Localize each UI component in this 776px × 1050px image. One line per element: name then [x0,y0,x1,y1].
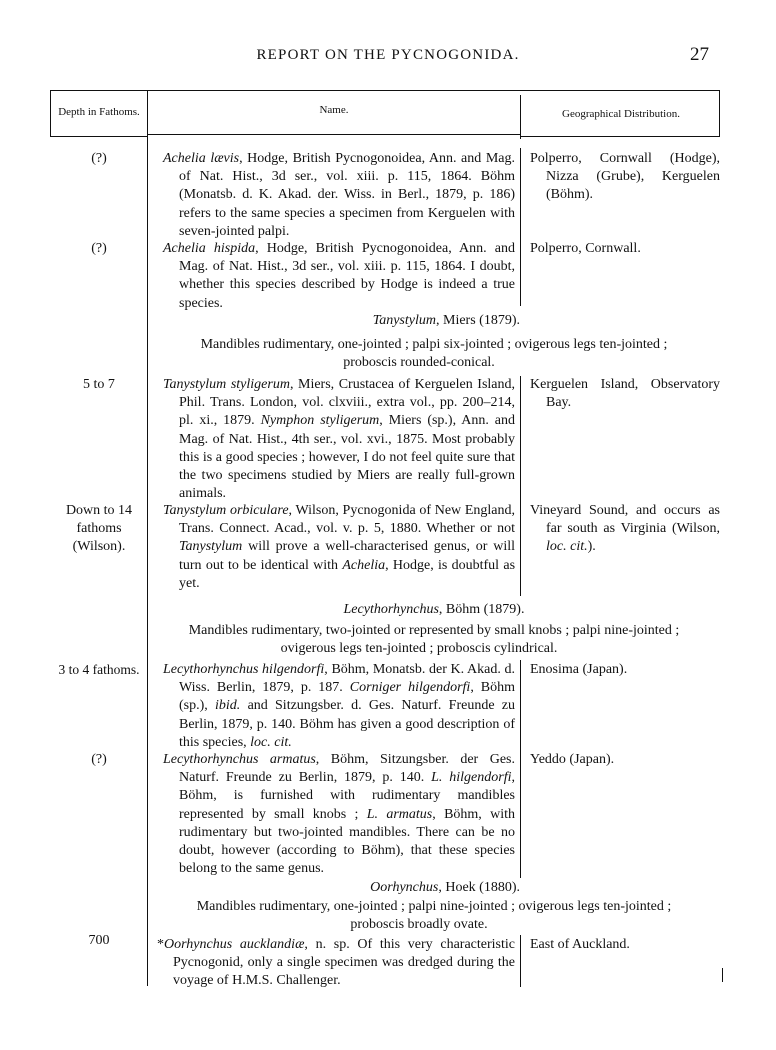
depth-line-1: Down to 14 [65,503,133,518]
genus-name: Oorhynchus [370,880,439,895]
column-header-depth: Depth in Fathoms. [58,106,140,118]
depth-tanystylum-styligerum: 5 to 7 [83,377,115,392]
divider-group-1 [520,148,521,306]
citation-text-2: , Böhm, is furnished with rudimentary mandibles represented by small knobs ; [179,770,515,822]
species-name: Tanystylum styligerum [163,377,290,392]
genus-author: , Böhm (1879). [438,602,525,617]
geo-text: Yeddo (Japan). [530,752,615,767]
new-species-star: * [157,937,164,952]
citation-text-2: , Miers (sp.), Ann. and Mag. of Nat. Hist., 4th ser., vol. xvi., 1875. Most probably this is a good species ; however, I do not feel quite sure that the two specimens studied by Miers are really full-grown animals. [179,413,516,502]
genus-title-lecythorhynchus [148,601,720,619]
depth-line-2: fathoms [76,521,122,536]
depth-achelia-laevis: (?) [91,151,107,166]
column-header-name: Name. [319,104,349,116]
header-under-rule-right [520,136,720,137]
depth-tanystylum-orbiculare [50,502,148,556]
species-name: Tanystylum orbiculare [163,503,289,518]
citation-text: , Hodge, British Pycnogonoidea, Ann. and Mag. of Nat. Hist., 3d ser., vol. xiii. p. 115, 1864. I doubt, whether this species described by Hodge is indeed a true species. [179,241,515,311]
geo-tanystylum-orbiculare [530,502,720,556]
citation-text: , Hodge, British Pycnogonoidea, Ann. and Mag. of Nat. Hist., 3d ser., vol. xiii. p. 115, 1864. Böhm (Monatsb. d. K. Akad. der. Wiss. in Berl., 1879, p. 186) refers to the same species a specimen from Kerguelen with seven-jointed palpi. [179,151,515,239]
citation-text-3: , Böhm, with rudimentary but two-jointed mandibles. There can be no doubt, however (according to Böhm), that these species belong to the same genus. [179,806,515,877]
geo-text: Kerguelen Island, Observatory Bay. [530,377,720,410]
geo-lecythorhynchus-armatus [530,751,720,769]
depth-oorhynchus-aucklandiae: 700 [88,933,110,948]
geo-text: Enosima (Japan). [530,662,628,677]
citation-text: , n. sp. Of this very characteristic Pycnogonid, only a single specimen was dredged during the voyage of H.M.S. Challenger. [173,937,515,989]
table-top-rule [50,90,720,91]
depth-lecythorhynchus-armatus: (?) [91,752,107,767]
diagnosis-line-1: Mandibles rudimentary, one-jointed ; palpi six-jointed ; ovigerous legs ten-jointed ; [200,337,668,352]
name-tanystylum-orbiculare [163,502,515,593]
loc-cit: loc. cit. [250,734,292,750]
page-edge-mark [722,968,723,982]
diagnosis-lecythorhynchus [148,622,720,658]
genus-name: Tanystylum [372,313,436,328]
depth-achelia-hispida: (?) [91,241,107,256]
name-tanystylum-styligerum [163,376,515,503]
genus-title-oorhynchus [148,879,520,897]
column-header-geo: Geographical Distribution. [562,108,680,120]
citation-text: , Wilson, Pycnogonida of New England, Trans. Connect. Acad., vol. v. p. 5, 1880. Whether or not [179,503,515,537]
geo-text: Polperro, Cornwall. [530,241,641,256]
geo-text: Polperro, Cornwall (Hodge), Nizza (Grube), Kerguelen (Böhm). [530,151,720,202]
species-ref: L. armatus [366,806,433,822]
diagnosis-line-2: proboscis broadly ovate. [350,917,488,932]
genus-name: Lecythorhynchus [343,602,439,617]
name-achelia-hispida [163,240,515,313]
citation-text: , Böhm, Monatsb. der K. Akad. d. Wiss. Berlin, 1879, p. 187. [179,662,516,696]
name-lecythorhynchus-armatus [163,751,515,878]
geo-lecythorhynchus-hilgendorfi [530,661,720,679]
citation-text-3: and Sitzungsber. d. Ges. Naturf. Freunde zu Berlin, 1879, p. 140. Böhm has given a good description of this species, [179,698,515,750]
diagnosis-line-2: proboscis rounded-conical. [343,355,495,370]
species-name: Lecythorhynchus armatus [163,752,316,767]
divider-group-3 [520,660,521,878]
genus-author: , Hoek (1880). [438,880,520,895]
diagnosis-oorhynchus [148,898,720,934]
ibid-ref: ibid. [215,698,241,714]
divider-group-4 [520,935,521,987]
geo-text: Vineyard Sound, and occurs as far south as Virginia (Wilson, [530,503,720,536]
divider-group-2 [520,376,521,596]
geo-oorhynchus-aucklandiae [530,936,720,954]
geo-achelia-hispida [530,240,720,258]
depth-line-3: (Wilson). [72,539,126,554]
diagnosis-line-1: Mandibles rudimentary, one-jointed ; palpi nine-jointed ; ovigerous legs ten-jointed ; [196,899,672,914]
citation-text-2: , Böhm (sp.), [179,680,516,714]
genus-author: , Miers (1879). [436,313,520,328]
name-achelia-laevis [163,150,515,241]
name-oorhynchus-aucklandiae [157,936,515,991]
header-under-rule-mid [147,134,520,135]
citation-text-2: will prove a well-characterised genus, or will turn out to be identical with [179,539,516,573]
geo-end: ). [587,539,596,554]
diagnosis-tanystylum [148,336,720,372]
citation-text: , Böhm, Sitzungsber. der Ges. Naturf. Freunde zu Berlin, 1879, p. 140. [179,752,515,786]
species-name: Achelia hispida [163,241,256,256]
citation-text: , Miers, Crustacea of Kerguelen Island, Phil. Trans. London, vol. clxviii., extra vol., pp. 200–214, pl. xi., 1879. [179,377,515,429]
species-name: Lecythorhynchus hilgendorfi [163,662,325,677]
genus-ref: Tanystylum [179,539,243,555]
species-name: Achelia lævis [163,151,240,166]
genus-title-tanystylum [148,312,520,330]
synonym-name: Corniger hilgendorfi [349,680,471,696]
diagnosis-line-2: ovigerous legs ten-jointed ; proboscis cylindrical. [280,641,558,656]
geo-achelia-laevis [530,150,720,204]
page-header-title: REPORT ON THE PYCNOGONIDA. [256,47,520,63]
species-name: Oorhynchus aucklandiæ [164,937,305,952]
depth-lecythorhynchus-hilgendorfi: 3 to 4 fathoms. [58,662,140,677]
geo-tanystylum-styligerum [530,376,720,412]
geo-text: East of Auckland. [530,937,630,952]
synonym-name: Nymphon styligerum [260,413,380,429]
synonym-name: L. hilgendorfi [431,770,512,786]
geo-citation: loc. cit. [546,539,588,554]
diagnosis-line-1: Mandibles rudimentary, two-jointed or represented by small knobs ; palpi nine-jointed ; [188,623,680,638]
header-under-rule-left [50,136,147,137]
name-lecythorhynchus-hilgendorfi [163,661,515,752]
page-number: 27 [690,44,709,65]
genus-ref-2: Achelia [342,557,386,573]
citation-text-3: , Hodge, is doubtful as yet. [179,557,516,591]
